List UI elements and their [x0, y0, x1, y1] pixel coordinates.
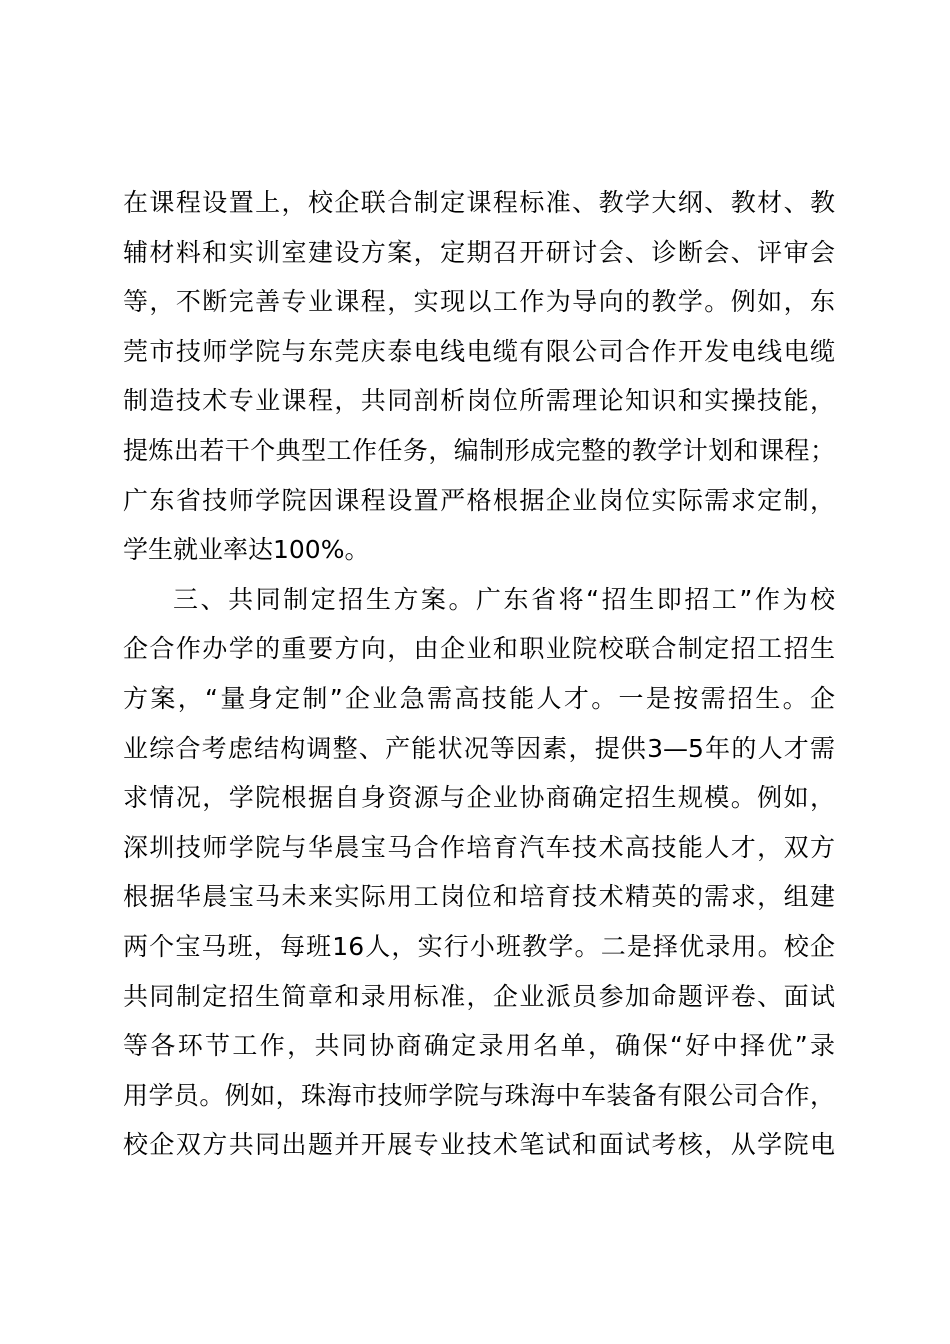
paragraph-p1: [123, 178, 835, 575]
text-line: 业综合考虑结构调整、产能状况等因素，提供3—5年的人才需: [123, 733, 835, 763]
text-line: 辅材料和实训室建设方案，定期召开研讨会、诊断会、评审会: [123, 237, 835, 267]
text-line: 等各环节工作，共同协商确定录用名单，确保“好中择优”录: [123, 1031, 835, 1061]
text-line: 莞市技师学院与东莞庆泰电线电缆有限公司合作开发电线电缆: [123, 336, 835, 366]
text-line: 广东省技师学院因课程设置严格根据企业岗位实际需求定制，: [123, 485, 835, 515]
text-line: 学生就业率达100%。: [123, 535, 370, 565]
text-line: 两个宝马班，每班16人，实行小班教学。二是择优录用。校企: [123, 931, 835, 961]
text-line: 提炼出若干个典型工作任务，编制形成完整的教学计划和课程；: [123, 435, 835, 465]
text-line: 企合作办学的重要方向，由企业和职业院校联合制定招工招生: [123, 634, 835, 664]
text-line: 求情况，学院根据自身资源与企业协商确定招生规模。例如，: [123, 783, 835, 813]
text-line: 在课程设置上，校企联合制定课程标准、教学大纲、教材、教: [123, 188, 835, 217]
text-line: 等，不断完善专业课程，实现以工作为导向的教学。例如，东: [123, 287, 835, 317]
text-line: 三、共同制定招生方案。广东省将“招生即招工”作为校: [173, 584, 835, 614]
text-line: 用学员。例如，珠海市技师学院与珠海中车装备有限公司合作，: [123, 1080, 835, 1110]
text-line: 根据华晨宝马未来实际用工岗位和培育技术精英的需求，组建: [123, 882, 835, 912]
text-line: 校企双方共同出题并开展专业技术笔试和面试考核，从学院电: [123, 1130, 835, 1160]
text-line: 深圳技师学院与华晨宝马合作培育汽车技术高技能人才，双方: [123, 832, 835, 862]
document-body: [123, 178, 835, 1170]
text-line: 方案，“量身定制”企业急需高技能人才。一是按需招生。企: [123, 683, 835, 713]
text-line: 共同制定招生简章和录用标准，企业派员参加命题评卷、面试: [123, 981, 835, 1011]
paragraph-p2: [123, 575, 835, 1170]
text-line: 制造技术专业课程，共同剖析岗位所需理论知识和实操技能，: [123, 386, 835, 416]
